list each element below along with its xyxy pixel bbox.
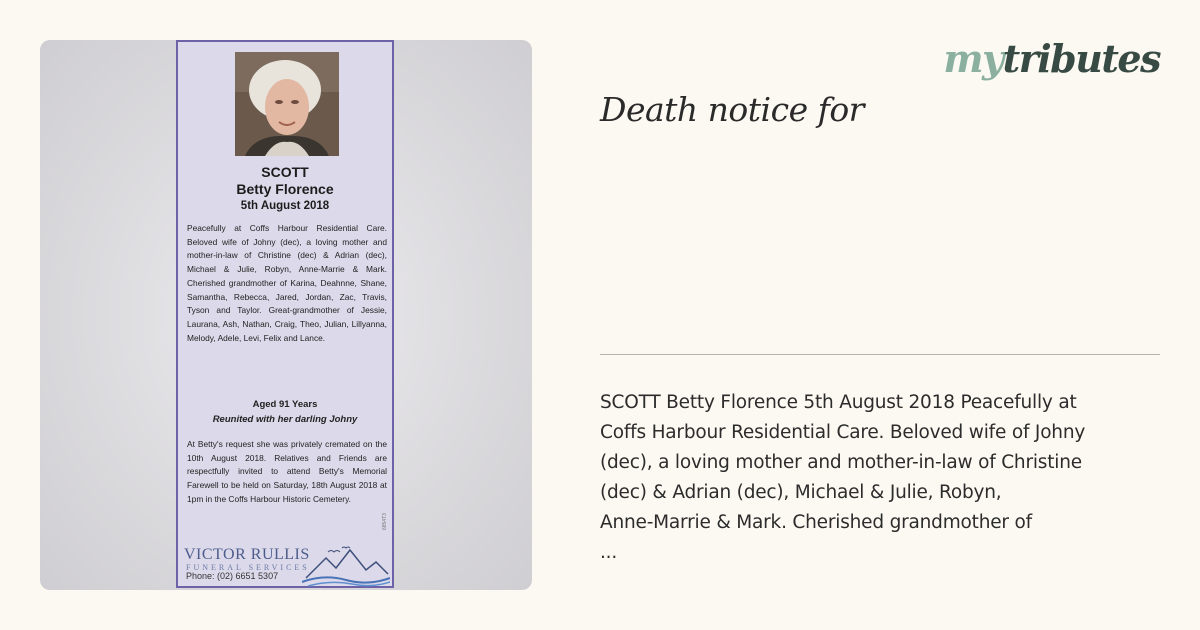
- funeral-home-phone: Phone: (02) 6651 5307: [186, 571, 279, 581]
- death-notice-clipping: [176, 40, 394, 588]
- notice-excerpt: SCOTT Betty Florence 5th August 2018 Peacefully at Coffs Harbour Residential Care. Beloved wife of Johny (dec), a loving mother and mother-in-law of Christine (dec) & Adrian (dec), Michael & Julie, Robyn, Anne-Marrie & Mark. Cherished grandmother of ...: [600, 392, 1086, 563]
- brand-tributes: tributes: [1002, 36, 1160, 81]
- mytributes-logo[interactable]: [943, 36, 1160, 81]
- funeral-home-block: [182, 544, 392, 588]
- notice-image-card: [40, 40, 532, 590]
- portrait-photo: [235, 52, 339, 156]
- notice-reunited: Reunited with her darling Johny: [212, 414, 358, 425]
- notice-date: 5th August 2018: [240, 200, 330, 212]
- notice-reference-code: 6854T3: [382, 513, 388, 530]
- notice-surname: SCOTT: [261, 164, 309, 180]
- notice-aged: Aged 91 Years: [252, 399, 318, 410]
- brand-my: my: [943, 36, 1003, 81]
- divider: [600, 354, 1160, 355]
- notice-body-service: At Betty's request she was privately cremated on the 10th August 2018. Relatives and Friends are respectfully invited to attend Betty's Memorial Farewell to be held on Saturday, 18th August 2018 at 1pm in the Coffs Harbour Historic Cemetery.: [187, 439, 387, 504]
- notice-body-family: Peacefully at Coffs Harbour Residential Care. Beloved wife of Johny (dec), a loving mother and mother-in-law of Christine (dec) & Adrian (dec), Michael & Julie, Robyn, Anne-Marrie & Mark. Cherished grandmother of Karina, Deahnne, Shane, Samantha, Rebecca, Jared, Jordan, Zac, Travis, Tyson and Taylor. Great-grandmother of Jessie, Laurana, Ash, Nathan, Craig, Theo, Julian, Lillyanna, Melody, Adele, Levi, Felix and Lance.: [187, 223, 387, 343]
- mountain-logo-icon: [302, 544, 390, 588]
- page-title: Death notice for: [600, 90, 864, 129]
- funeral-home-subtitle: FUNERAL SERVICES: [186, 563, 310, 572]
- notice-name: Betty Florence: [236, 181, 334, 197]
- funeral-home-name: VICTOR RULLIS: [184, 546, 310, 563]
